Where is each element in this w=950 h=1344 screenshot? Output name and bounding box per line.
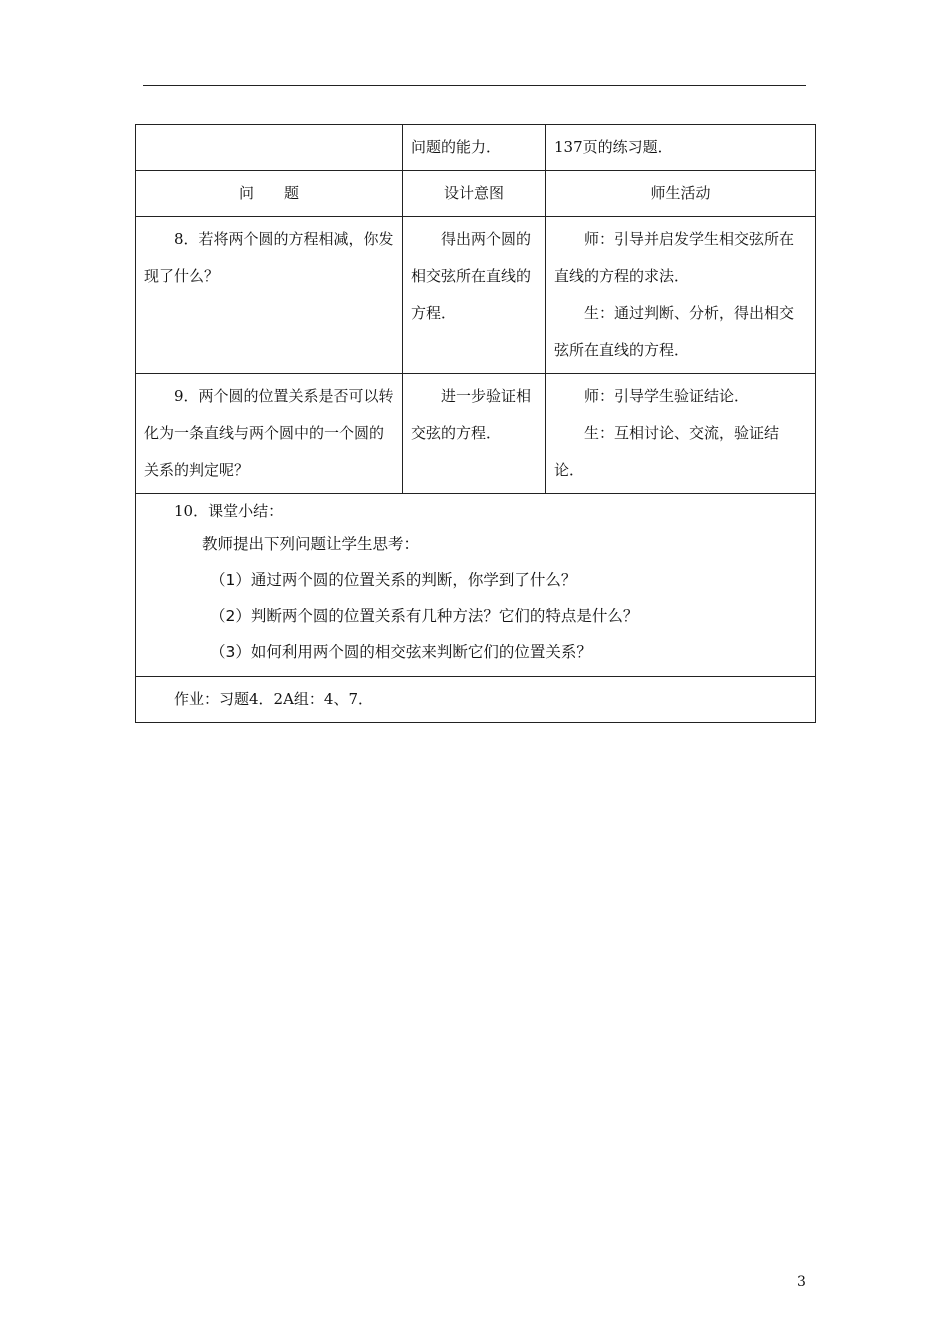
row-activity (546, 217, 816, 374)
summary-question: （1）通过两个圆的位置关系的判断，你学到了什么？ (210, 571, 577, 589)
activity-teacher: 师：引导学生验证结论． (584, 387, 750, 405)
continued-cell-activity: 137页的练习题． (546, 125, 816, 171)
table-header-row (136, 171, 816, 217)
activity-teacher: 师：引导并启发学生相交弦所在直线的方程的求法． (554, 230, 795, 285)
activity-student: 生：通过判断、分析，得出相交弦所在直线的方程． (554, 304, 795, 359)
header-rule (143, 85, 806, 86)
summary-row (136, 494, 816, 677)
table-row (136, 217, 816, 374)
header-intent: 设计意图 (403, 171, 546, 217)
teacher-prompt: 教师提出下列问题让学生思考： (202, 535, 420, 553)
page-number: 3 (797, 1274, 806, 1290)
homework-row (136, 677, 816, 723)
lesson-table (135, 124, 816, 723)
summary-question: （2）判断两个圆的位置关系有几种方法？它们的特点是什么？ (210, 607, 639, 625)
row-intent: 进一步验证相交弦的方程． (403, 374, 546, 494)
continued-cell-question (136, 125, 403, 171)
row-question: 9．两个圆的位置关系是否可以转化为一条直线与两个圆中的一个圆的关系的判定呢？ (136, 374, 403, 494)
activity-student: 生：互相讨论、交流，验证结论． (554, 424, 780, 479)
header-activity: 师生活动 (546, 171, 816, 217)
summary-title: 10．课堂小结： (174, 502, 284, 520)
continued-cell-intent: 问题的能力． (403, 125, 546, 171)
header-question: 问 题 (136, 171, 403, 217)
homework-text: 作业：习题4．2A组：4、7． (136, 677, 816, 723)
row-activity (546, 374, 816, 494)
continued-row (136, 125, 816, 171)
summary-question: （3）如何利用两个圆的相交弦来判断它们的位置关系？ (210, 643, 592, 661)
row-question: 8．若将两个圆的方程相减，你发现了什么？ (136, 217, 403, 374)
table-row (136, 374, 816, 494)
row-intent: 得出两个圆的相交弦所在直线的方程． (403, 217, 546, 374)
summary-cell (136, 494, 816, 677)
